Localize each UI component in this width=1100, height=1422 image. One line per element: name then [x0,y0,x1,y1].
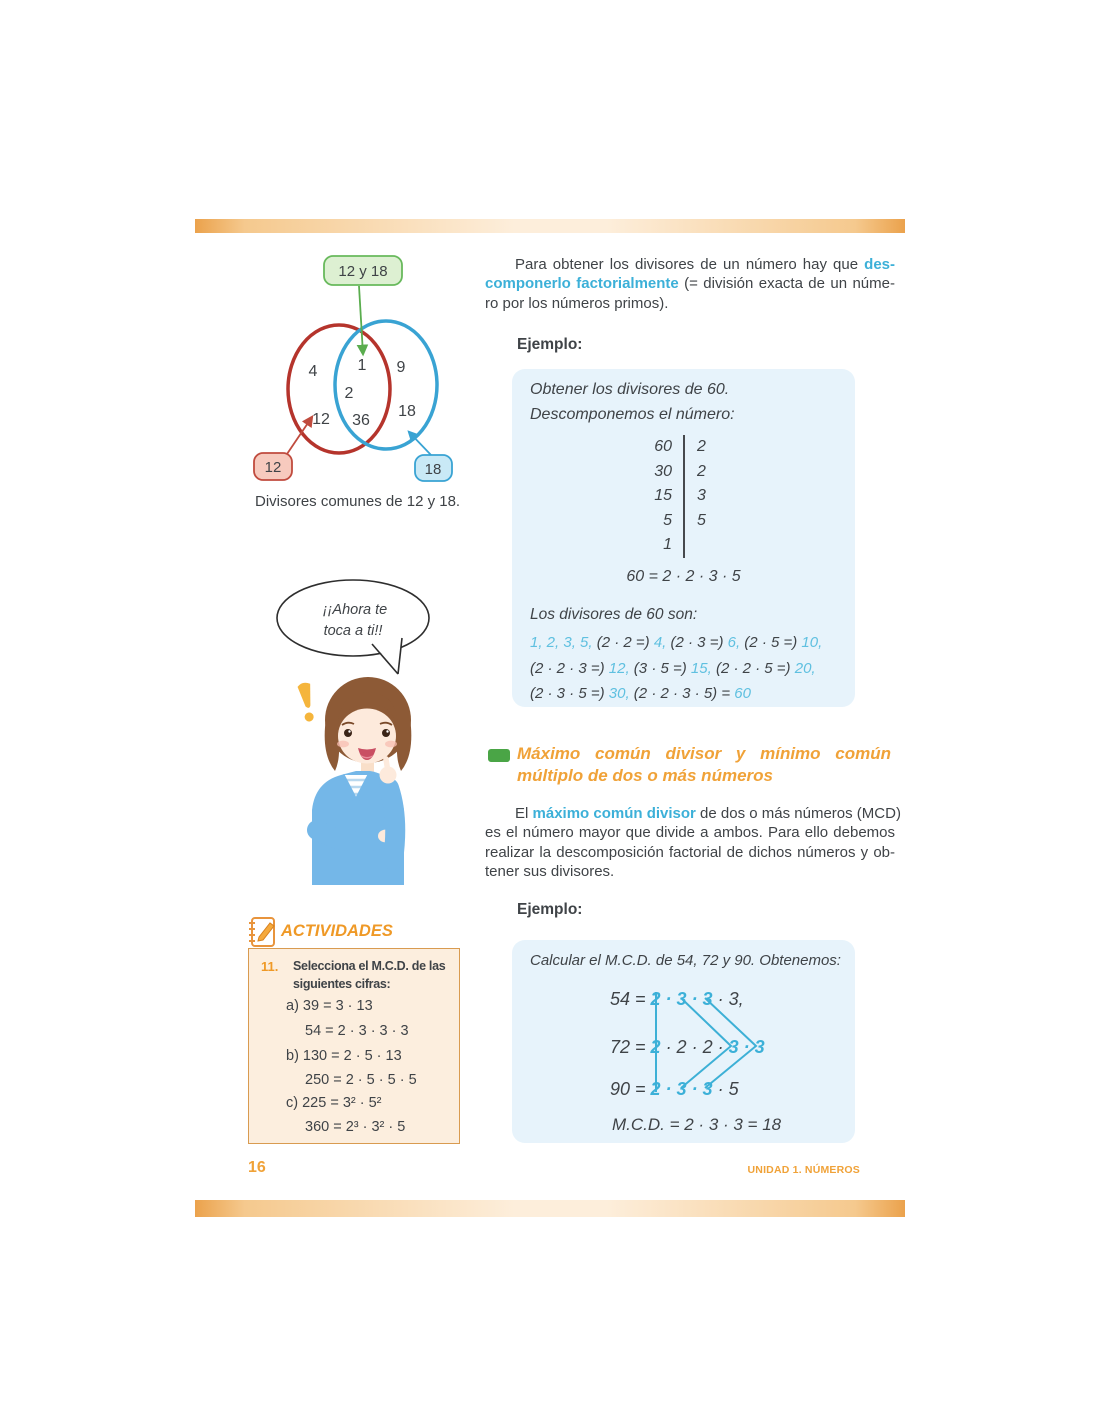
arrow-right [409,432,431,455]
mcd-line3: realizar la descomposición factorial de dichos números y ob- [485,843,895,861]
mcd-result: M.C.D. = 2 · 3 · 3 = 18 [612,1115,782,1134]
arrow-both [359,286,363,354]
box1-factorization-result: 60 = 2 · 2 · 3 · 5 [626,568,741,585]
mcd-line4: tener sus divisores. [485,862,615,880]
intro-line2: componerlo factorialmente (= división exacta de un núme- [485,275,895,293]
activity-item-c1: c) 225 = 3² · 5² [286,1095,382,1111]
box1-line1: Obtener los divisores de 60. [530,381,730,398]
box1-line2: Descomponemos el número: [530,406,735,423]
divisor-list-line3: (2 · 3 · 5 =) 30, (2 · 2 · 3 · 5) = 60 [530,685,751,702]
intro-line3: ro por los números primos). [485,294,669,312]
mcd-eq-54: 54 = 2 · 3 · 3 · 3, [610,989,744,1009]
divisor-list-line1: 1, 2, 3, 5, (2 · 2 =) 4, (2 · 3 =) 6, (2 · 5 =) 10, [530,634,823,651]
venn-label-left: 12 [264,459,282,476]
ejemplo-label-1: Ejemplo: [517,336,583,353]
arrow-left [287,417,312,454]
intro-line1: Para obtener los divisores de un número hay que des- [515,256,895,273]
exclamation-icon [296,681,319,722]
venn-caption: Divisores comunes de 12 y 18. [255,493,461,510]
notebook-pencil-icon [246,915,278,951]
box2-title: Calcular el M.C.D. de 54, 72 y 90. Obtenemos: [530,952,841,969]
ejemplo-label-2: Ejemplo: [517,901,583,918]
activity-prompt-line1: Selecciona el M.C.D. de las [293,959,446,973]
section-title: Máximo común divisor y mínimo común múltiplo de dos o más números [517,744,891,785]
venn-num-12: 12 [312,411,330,428]
venn-num-9: 9 [396,359,406,376]
divisor-column: 2 2 3 5 [697,438,706,529]
venn-num-4: 4 [308,363,318,380]
section-bullet-icon [488,749,510,762]
venn-diagram [238,248,473,493]
venn-num-1: 1 [357,357,367,374]
divisor-list-line2: (2 · 2 · 3 =) 12, (3 · 5 =) 15, (2 · 2 · 5 =) 20, [530,660,816,677]
activity-item-c2: 360 = 2³ · 3² · 5 [305,1119,406,1135]
bubble-line1: ¡¡Ahora te [322,602,388,618]
activity-item-b2: 250 = 2 · 5 · 5 · 5 [305,1072,417,1088]
highlight-des: des- [864,256,895,273]
venn-num-2: 2 [344,385,354,402]
example-box-divisors [512,369,855,707]
highlight-mcd: máximo común divisor [532,805,696,822]
venn-label-both: 12 y 18 [338,263,388,280]
venn-left-ellipse [288,325,390,453]
activity-item-a1: a) 39 = 3 · 13 [286,998,373,1014]
teacher-character-illustration [287,660,427,885]
bubble-line2: toca a ti!! [323,623,383,639]
top-divider-bar [195,219,905,233]
unit-footer-label: UNIDAD 1. NÚMEROS [747,1164,860,1176]
factor-division-table [632,435,727,558]
page-number: 16 [248,1159,266,1176]
mcd-paragraph [485,804,901,881]
actividades-box [248,948,460,1144]
actividades-header: ACTIVIDADES [281,922,393,940]
venn-num-36: 36 [352,412,370,429]
highlight-componerlo: componerlo factorialmente [485,275,679,293]
mcd-line1: El máximo común divisor de dos o más números (MCD) [515,805,901,822]
bottom-divider-bar [195,1200,905,1217]
mcd-eq-90: 90 = 2 · 3 · 3 · 5 [610,1079,739,1099]
venn-label-right: 18 [424,461,442,478]
activity-prompt-line2: siguientes cifras: [293,977,391,991]
example-box-mcd [512,940,855,1143]
venn-num-18: 18 [398,403,416,420]
dividend-column: 60 30 15 5 1 [632,435,685,558]
mcd-eq-72: 72 = 2 · 2 · 2 · 3 · 3 [610,1037,765,1057]
intro-paragraph [485,255,895,313]
activity-item-a2: 54 = 2 · 3 · 3 · 3 [305,1023,409,1039]
activity-item-b1: b) 130 = 2 · 5 · 13 [286,1048,402,1064]
box1-list-title: Los divisores de 60 son: [530,606,698,623]
mcd-line2: es el número mayor que divide a ambos. Para ello debemos [485,824,895,842]
activity-number: 11. [261,959,279,974]
